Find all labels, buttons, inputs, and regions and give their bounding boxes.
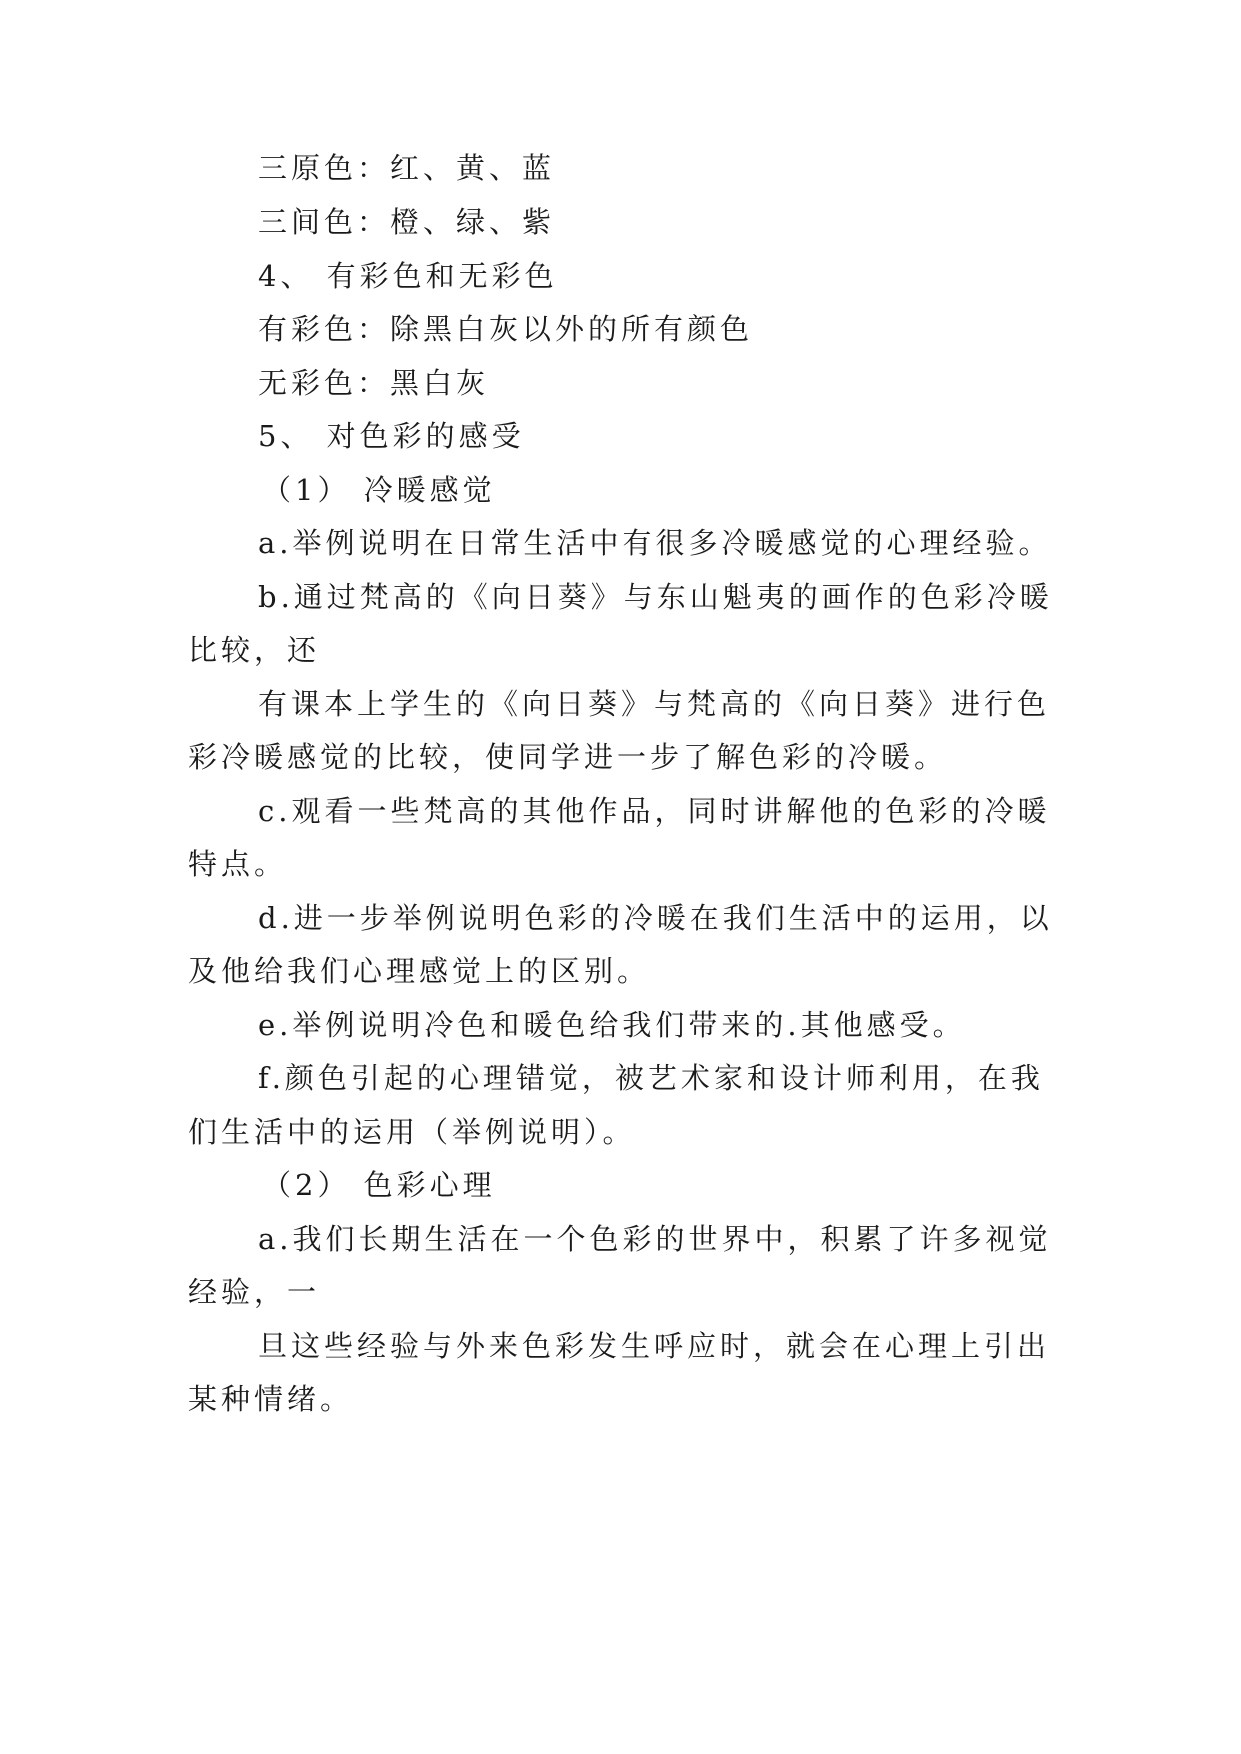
paragraph-line: d.进一步举例说明色彩的冷暖在我们生活中的运用，以 bbox=[258, 901, 1053, 935]
paragraph-line: f.颜色引起的心理错觉，被艺术家和设计师利用，在我 bbox=[258, 1061, 1044, 1095]
subsection-heading-2: （2） 色彩心理 bbox=[262, 1168, 496, 1202]
text-line-achromatic: 无彩色：黑白灰 bbox=[258, 366, 490, 400]
text-line-secondary-colors: 三间色：橙、绿、紫 bbox=[258, 205, 556, 239]
paragraph-line: a.我们长期生活在一个色彩的世界中，积累了许多视觉 bbox=[258, 1222, 1052, 1256]
paragraph-line: 特点。 bbox=[188, 847, 288, 881]
paragraph-line: a.举例说明在日常生活中有很多冷暖感觉的心理经验。 bbox=[258, 526, 1052, 560]
paragraph-line: b.通过梵高的《向日葵》与东山魁夷的画作的色彩冷暖 bbox=[258, 580, 1053, 614]
paragraph-line: 及他给我们心理感觉上的区别。 bbox=[188, 954, 651, 988]
paragraph-line: 经验，一 bbox=[188, 1275, 321, 1309]
text-line-primary-colors: 三原色：红、黄、蓝 bbox=[258, 151, 556, 185]
section-heading-4: 4、 有彩色和无彩色 bbox=[258, 259, 558, 293]
paragraph-line: e.举例说明冷色和暖色给我们带来的.其他感受。 bbox=[258, 1008, 966, 1042]
paragraph-line: 有课本上学生的《向日葵》与梵高的《向日葵》进行色 bbox=[258, 687, 1051, 721]
paragraph-line: 们生活中的运用（举例说明）。 bbox=[188, 1115, 636, 1149]
section-heading-5: 5、 对色彩的感受 bbox=[258, 419, 525, 453]
paragraph-line: 旦这些经验与外来色彩发生呼应时，就会在心理上引出 bbox=[258, 1329, 1051, 1363]
paragraph-line: 彩冷暖感觉的比较，使同学进一步了解色彩的冷暖。 bbox=[188, 740, 948, 774]
subsection-heading-1: （1） 冷暖感觉 bbox=[262, 473, 496, 507]
text-line-chromatic: 有彩色：除黑白灰以外的所有颜色 bbox=[258, 312, 754, 346]
paragraph-line: 比较，还 bbox=[188, 633, 321, 667]
paragraph-line: c.观看一些梵高的其他作品，同时讲解他的色彩的冷暖 bbox=[258, 794, 1051, 828]
paragraph-line: 某种情绪。 bbox=[188, 1382, 354, 1416]
